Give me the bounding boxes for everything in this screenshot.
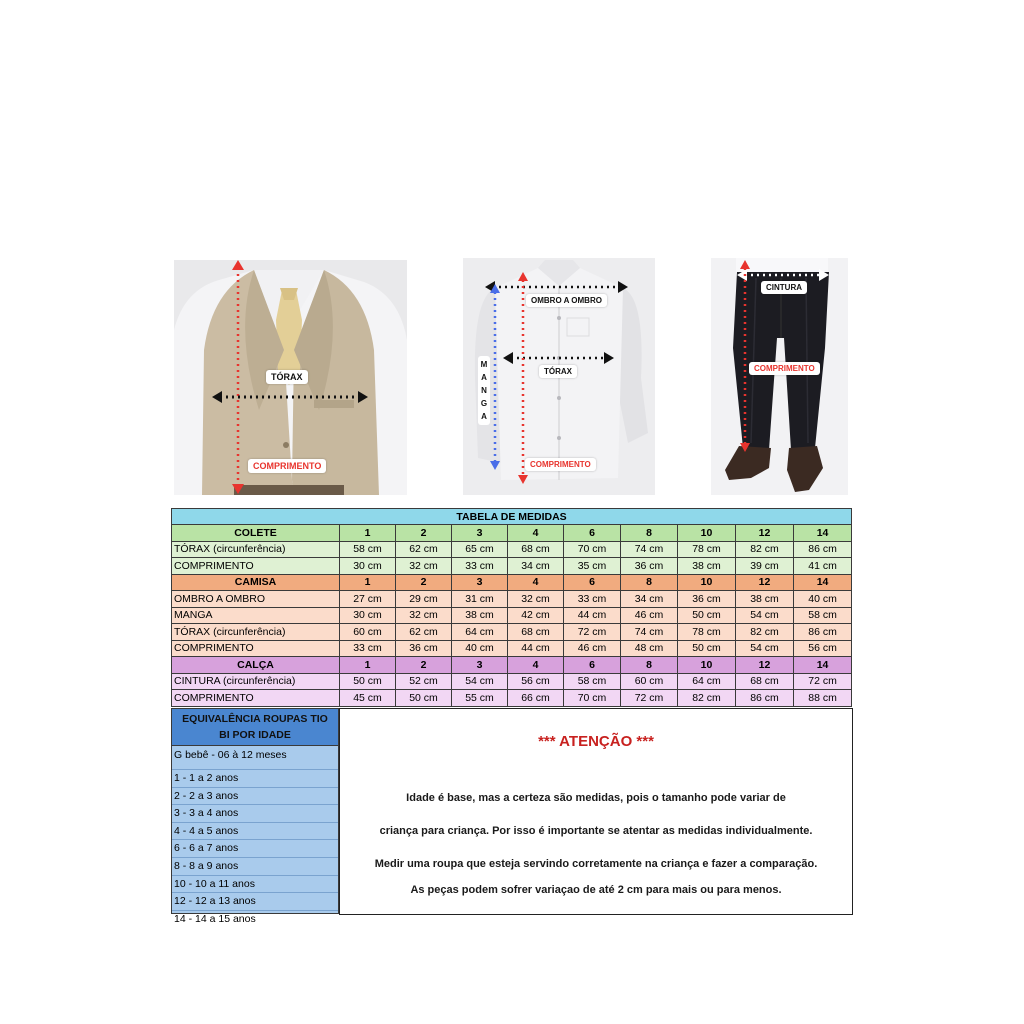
- list-item: G bebê - 06 à 12 meses: [174, 749, 287, 761]
- value-cell: 82 cm: [736, 541, 794, 558]
- value-cell: 70 cm: [564, 690, 621, 707]
- value-cell: 54 cm: [736, 607, 794, 624]
- table-row: [172, 690, 852, 707]
- list-item: 4 - 4 a 5 anos: [172, 822, 338, 840]
- age-equivalence-panel: [171, 708, 339, 925]
- size-cell: 4: [508, 574, 564, 591]
- value-cell: 33 cm: [340, 640, 396, 657]
- size-cell: 12: [736, 657, 794, 674]
- row-label: CINTURA (circunferência): [172, 673, 340, 690]
- list-item: 12 - 12 a 13 anos: [172, 892, 338, 910]
- row-label: TÓRAX (circunferência): [172, 541, 340, 558]
- value-cell: 31 cm: [452, 591, 508, 608]
- equivalence-header: EQUIVALÊNCIA ROUPAS TIO BI POR IDADE: [172, 709, 338, 746]
- value-cell: 30 cm: [340, 558, 396, 575]
- value-cell: 65 cm: [452, 541, 508, 558]
- value-cell: 50 cm: [396, 690, 452, 707]
- size-cell: 14: [794, 657, 852, 674]
- value-cell: 35 cm: [564, 558, 621, 575]
- list-item: 2 - 2 a 3 anos: [172, 787, 338, 805]
- manga-letter: A: [481, 373, 487, 382]
- value-cell: 40 cm: [794, 591, 852, 608]
- row-label: TÓRAX (circunferência): [172, 624, 340, 641]
- value-cell: 44 cm: [508, 640, 564, 657]
- attention-line: As peças podem sofrer variaçao de até 2 cm para mais ou para menos.: [410, 884, 782, 896]
- size-cell: 1: [340, 525, 396, 542]
- value-cell: 78 cm: [678, 624, 736, 641]
- table-row: [172, 607, 852, 624]
- value-cell: 32 cm: [396, 558, 452, 575]
- calca-header: CALÇA: [172, 657, 340, 674]
- list-item: 6 - 6 a 7 anos: [172, 839, 338, 857]
- value-cell: 82 cm: [678, 690, 736, 707]
- list-item: 8 - 8 a 9 anos: [172, 857, 338, 875]
- value-cell: 72 cm: [621, 690, 678, 707]
- value-cell: 55 cm: [452, 690, 508, 707]
- table-row: [172, 591, 852, 608]
- value-cell: 68 cm: [736, 673, 794, 690]
- value-cell: 39 cm: [736, 558, 794, 575]
- value-cell: 33 cm: [452, 558, 508, 575]
- value-cell: 86 cm: [794, 541, 852, 558]
- manga-letter: G: [480, 399, 488, 408]
- size-cell: 2: [396, 657, 452, 674]
- row-label: COMPRIMENTO: [172, 640, 340, 657]
- vest-photo: [174, 260, 407, 495]
- manga-letter: M: [480, 360, 488, 369]
- size-cell: 6: [564, 574, 621, 591]
- value-cell: 32 cm: [396, 607, 452, 624]
- table-row: [172, 541, 852, 558]
- size-cell: 10: [678, 574, 736, 591]
- attention-line: criança para criança. Por isso é importante se atentar as medidas individualmente.: [379, 825, 813, 837]
- value-cell: 33 cm: [564, 591, 621, 608]
- value-cell: 38 cm: [452, 607, 508, 624]
- size-cell: 1: [340, 574, 396, 591]
- list-item: 1 - 1 a 2 anos: [172, 769, 338, 787]
- shirt-manga-label: [478, 356, 490, 425]
- value-cell: 64 cm: [452, 624, 508, 641]
- value-cell: 50 cm: [340, 673, 396, 690]
- row-label: MANGA: [172, 607, 340, 624]
- size-cell: 3: [452, 525, 508, 542]
- value-cell: 82 cm: [736, 624, 794, 641]
- value-cell: 62 cm: [396, 541, 452, 558]
- value-cell: 46 cm: [564, 640, 621, 657]
- value-cell: 50 cm: [678, 640, 736, 657]
- value-cell: 56 cm: [794, 640, 852, 657]
- pants-comprimento-label: COMPRIMENTO: [749, 362, 820, 375]
- size-cell: 8: [621, 574, 678, 591]
- value-cell: 58 cm: [564, 673, 621, 690]
- attention-line: Idade é base, mas a certeza são medidas, pois o tamanho pode variar de: [406, 792, 786, 804]
- value-cell: 42 cm: [508, 607, 564, 624]
- table-title-row: [172, 509, 852, 525]
- value-cell: 86 cm: [736, 690, 794, 707]
- value-cell: 86 cm: [794, 624, 852, 641]
- value-cell: 38 cm: [678, 558, 736, 575]
- value-cell: 34 cm: [508, 558, 564, 575]
- value-cell: 54 cm: [452, 673, 508, 690]
- size-cell: 8: [621, 525, 678, 542]
- value-cell: 70 cm: [564, 541, 621, 558]
- value-cell: 46 cm: [621, 607, 678, 624]
- size-cell: 4: [508, 657, 564, 674]
- shirt-ombro-label: OMBRO A OMBRO: [526, 294, 607, 307]
- attention-title: *** ATENÇÃO ***: [538, 733, 654, 750]
- value-cell: 50 cm: [678, 607, 736, 624]
- list-item: 3 - 3 a 4 anos: [172, 804, 338, 822]
- size-cell: 14: [794, 574, 852, 591]
- table-title: TABELA DE MEDIDAS: [172, 509, 852, 525]
- vest-torax-label: TÓRAX: [266, 370, 308, 384]
- value-cell: 60 cm: [621, 673, 678, 690]
- size-cell: 14: [794, 525, 852, 542]
- value-cell: 68 cm: [508, 541, 564, 558]
- size-cell: 3: [452, 574, 508, 591]
- size-cell: 6: [564, 525, 621, 542]
- value-cell: 36 cm: [396, 640, 452, 657]
- value-cell: 30 cm: [340, 607, 396, 624]
- size-cell: 2: [396, 525, 452, 542]
- pants-cintura-label: CINTURA: [761, 281, 807, 294]
- value-cell: 72 cm: [564, 624, 621, 641]
- value-cell: 27 cm: [340, 591, 396, 608]
- pants-photo: [711, 258, 848, 495]
- table-row: [172, 640, 852, 657]
- value-cell: 72 cm: [794, 673, 852, 690]
- value-cell: 48 cm: [621, 640, 678, 657]
- manga-letter: A: [481, 412, 487, 421]
- value-cell: 78 cm: [678, 541, 736, 558]
- value-cell: 34 cm: [621, 591, 678, 608]
- value-cell: 41 cm: [794, 558, 852, 575]
- value-cell: 88 cm: [794, 690, 852, 707]
- size-cell: 10: [678, 657, 736, 674]
- size-cell: 12: [736, 525, 794, 542]
- value-cell: 64 cm: [678, 673, 736, 690]
- value-cell: 29 cm: [396, 591, 452, 608]
- value-cell: 66 cm: [508, 690, 564, 707]
- row-label: COMPRIMENTO: [172, 690, 340, 707]
- value-cell: 60 cm: [340, 624, 396, 641]
- calca-header-row: [172, 657, 852, 674]
- shirt-comprimento-label: COMPRIMENTO: [525, 458, 596, 471]
- value-cell: 58 cm: [794, 607, 852, 624]
- value-cell: 74 cm: [621, 541, 678, 558]
- size-cell: 6: [564, 657, 621, 674]
- size-cell: 2: [396, 574, 452, 591]
- value-cell: 68 cm: [508, 624, 564, 641]
- value-cell: 52 cm: [396, 673, 452, 690]
- value-cell: 36 cm: [678, 591, 736, 608]
- size-cell: 1: [340, 657, 396, 674]
- size-cell: 3: [452, 657, 508, 674]
- camisa-header-row: [172, 574, 852, 591]
- value-cell: 38 cm: [736, 591, 794, 608]
- measures-table: [171, 508, 852, 707]
- colete-header: COLETE: [172, 525, 340, 542]
- table-row: [172, 558, 852, 575]
- manga-letter: N: [481, 386, 487, 395]
- value-cell: 54 cm: [736, 640, 794, 657]
- value-cell: 58 cm: [340, 541, 396, 558]
- value-cell: 44 cm: [564, 607, 621, 624]
- value-cell: 74 cm: [621, 624, 678, 641]
- list-item: 10 - 10 a 11 anos: [172, 875, 338, 893]
- size-cell: 8: [621, 657, 678, 674]
- value-cell: 45 cm: [340, 690, 396, 707]
- row-label: OMBRO A OMBRO: [172, 591, 340, 608]
- size-cell: 10: [678, 525, 736, 542]
- row-label: COMPRIMENTO: [172, 558, 340, 575]
- value-cell: 56 cm: [508, 673, 564, 690]
- table-row: [172, 673, 852, 690]
- attention-line: Medir uma roupa que esteja servindo corretamente na criança e fazer a comparação.: [374, 858, 818, 870]
- camisa-header: CAMISA: [172, 574, 340, 591]
- vest-comprimento-label: COMPRIMENTO: [248, 459, 326, 473]
- attention-box: [339, 708, 853, 915]
- shirt-photo: [463, 258, 655, 495]
- table-row: [172, 624, 852, 641]
- value-cell: 32 cm: [508, 591, 564, 608]
- value-cell: 40 cm: [452, 640, 508, 657]
- value-cell: 62 cm: [396, 624, 452, 641]
- list-item: 14 - 14 a 15 anos: [172, 910, 338, 928]
- value-cell: 36 cm: [621, 558, 678, 575]
- size-cell: 4: [508, 525, 564, 542]
- size-cell: 12: [736, 574, 794, 591]
- colete-header-row: [172, 525, 852, 542]
- shirt-torax-label: TÓRAX: [539, 365, 577, 378]
